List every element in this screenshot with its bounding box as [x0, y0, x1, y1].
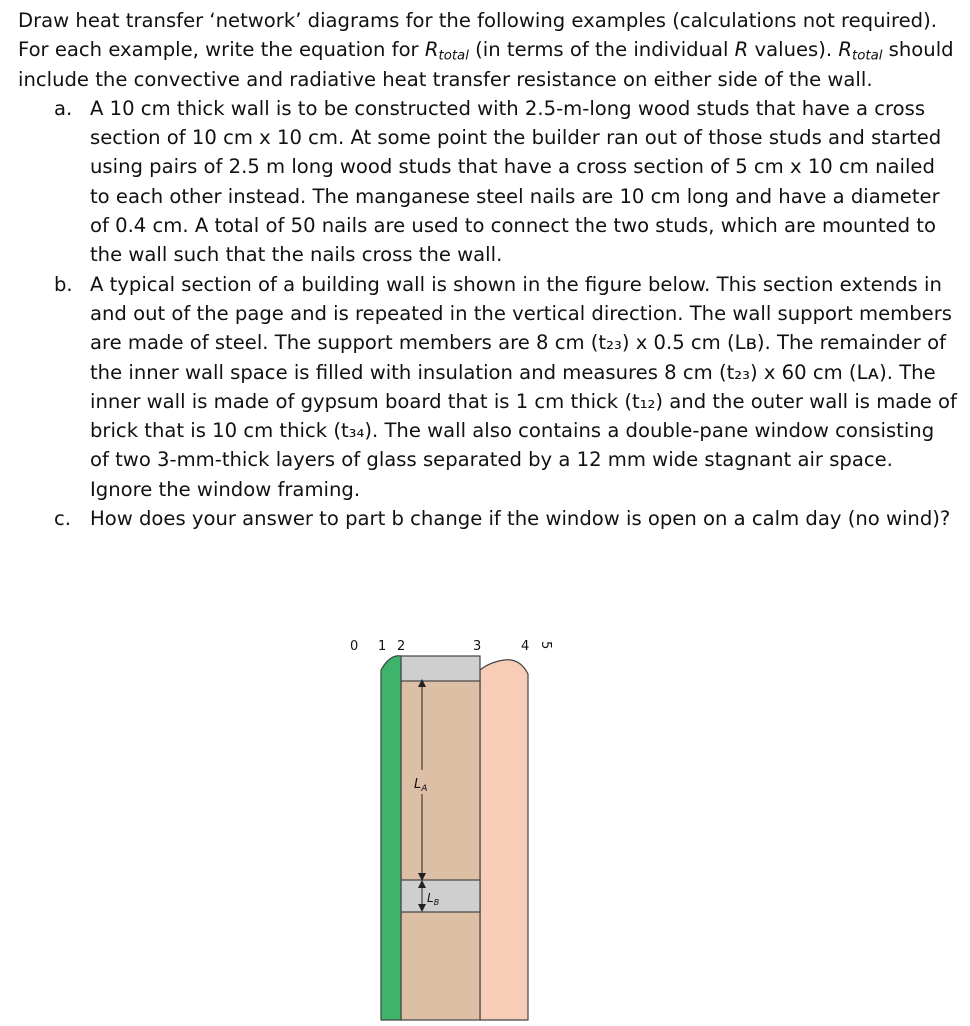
rtotal-symbol-2: $R_{total}$ [838, 38, 883, 64]
problem-item-c [18, 504, 958, 533]
tick-label-0: 0 [350, 639, 359, 654]
item-text-c: How does your answer to part b change if the window is open on a calm day (no wind)? [90, 507, 951, 531]
lb-label: $L_B$ [427, 891, 440, 907]
item-marker-a: a. [54, 96, 73, 120]
problem-item-a [18, 94, 958, 270]
rtotal-symbol: $R_{total}$ [424, 38, 469, 64]
steel-support-member [401, 880, 480, 912]
intro-text-2: (in terms of the individual [468, 38, 735, 62]
intro-text-4: should include the convective and radiative heat transfer resistance on either side of the wall. [18, 38, 954, 91]
tick-label-5: 5 [538, 641, 553, 650]
brick-outer-wall [480, 660, 528, 1020]
item-text-a: A 10 cm thick wall is to be constructed with 2.5-m-long wood studs that have a cross section of 10 cm x 10 cm. At some point the builder ran out of those studs and started using pairs of 2.5 m long wood studs that have a cross section of 5 cm x 10 cm nailed to each other instead. The manganese steel nails are 10 cm long and have a diameter of 0.4 cm. A total of 50 nails are used to connect the two studs, which are mounted to the wall such that the nails cross the wall. [90, 96, 942, 267]
item-marker-b: b. [54, 272, 73, 296]
tick-label-1: 1 [378, 639, 387, 654]
la-label: $L_A$ [414, 777, 428, 794]
tick-label-2: 2 [397, 639, 406, 654]
wall-section-figure [330, 622, 590, 1022]
item-text-b: A typical section of a building wall is shown in the figure below. This section extends in and out of the page and is repeated in the vertical direction. The wall support members are made of steel. The support members are 8 cm (t₂₃) x 0.5 cm (Lʙ). The remainder of the inner wall space is filled with insulation and measures 8 cm (t₂₃) x 60 cm (Lᴀ). The inner wall is made of gypsum board that is 1 cm thick (t₁₂) and the outer wall is made of brick that is 10 cm thick (t₃₄). The wall also contains a double-pane window consisting of two 3-mm-thick layers of glass separated by a 12 mm wide stagnant air space. Ignore the window framing. [90, 272, 957, 501]
gypsum-inner-wall [381, 656, 401, 1020]
insulation-layer [401, 680, 480, 1020]
item-marker-c: c. [54, 507, 72, 531]
tick-label-3: 3 [473, 639, 482, 654]
tick-label-4: 4 [521, 639, 530, 654]
problem-item-b [18, 270, 958, 504]
problem-list [18, 94, 958, 533]
intro-paragraph [18, 6, 958, 94]
intro-text-3: values). [748, 38, 839, 62]
problem-document [18, 6, 958, 533]
intro-text-1: Draw heat transfer ‘network’ diagrams for the following examples (calculations not required). For each example, write the equation for [18, 9, 937, 62]
steel-support-top [401, 656, 480, 681]
r-symbol: R [734, 38, 749, 62]
wall-section-diagram [330, 622, 590, 1022]
